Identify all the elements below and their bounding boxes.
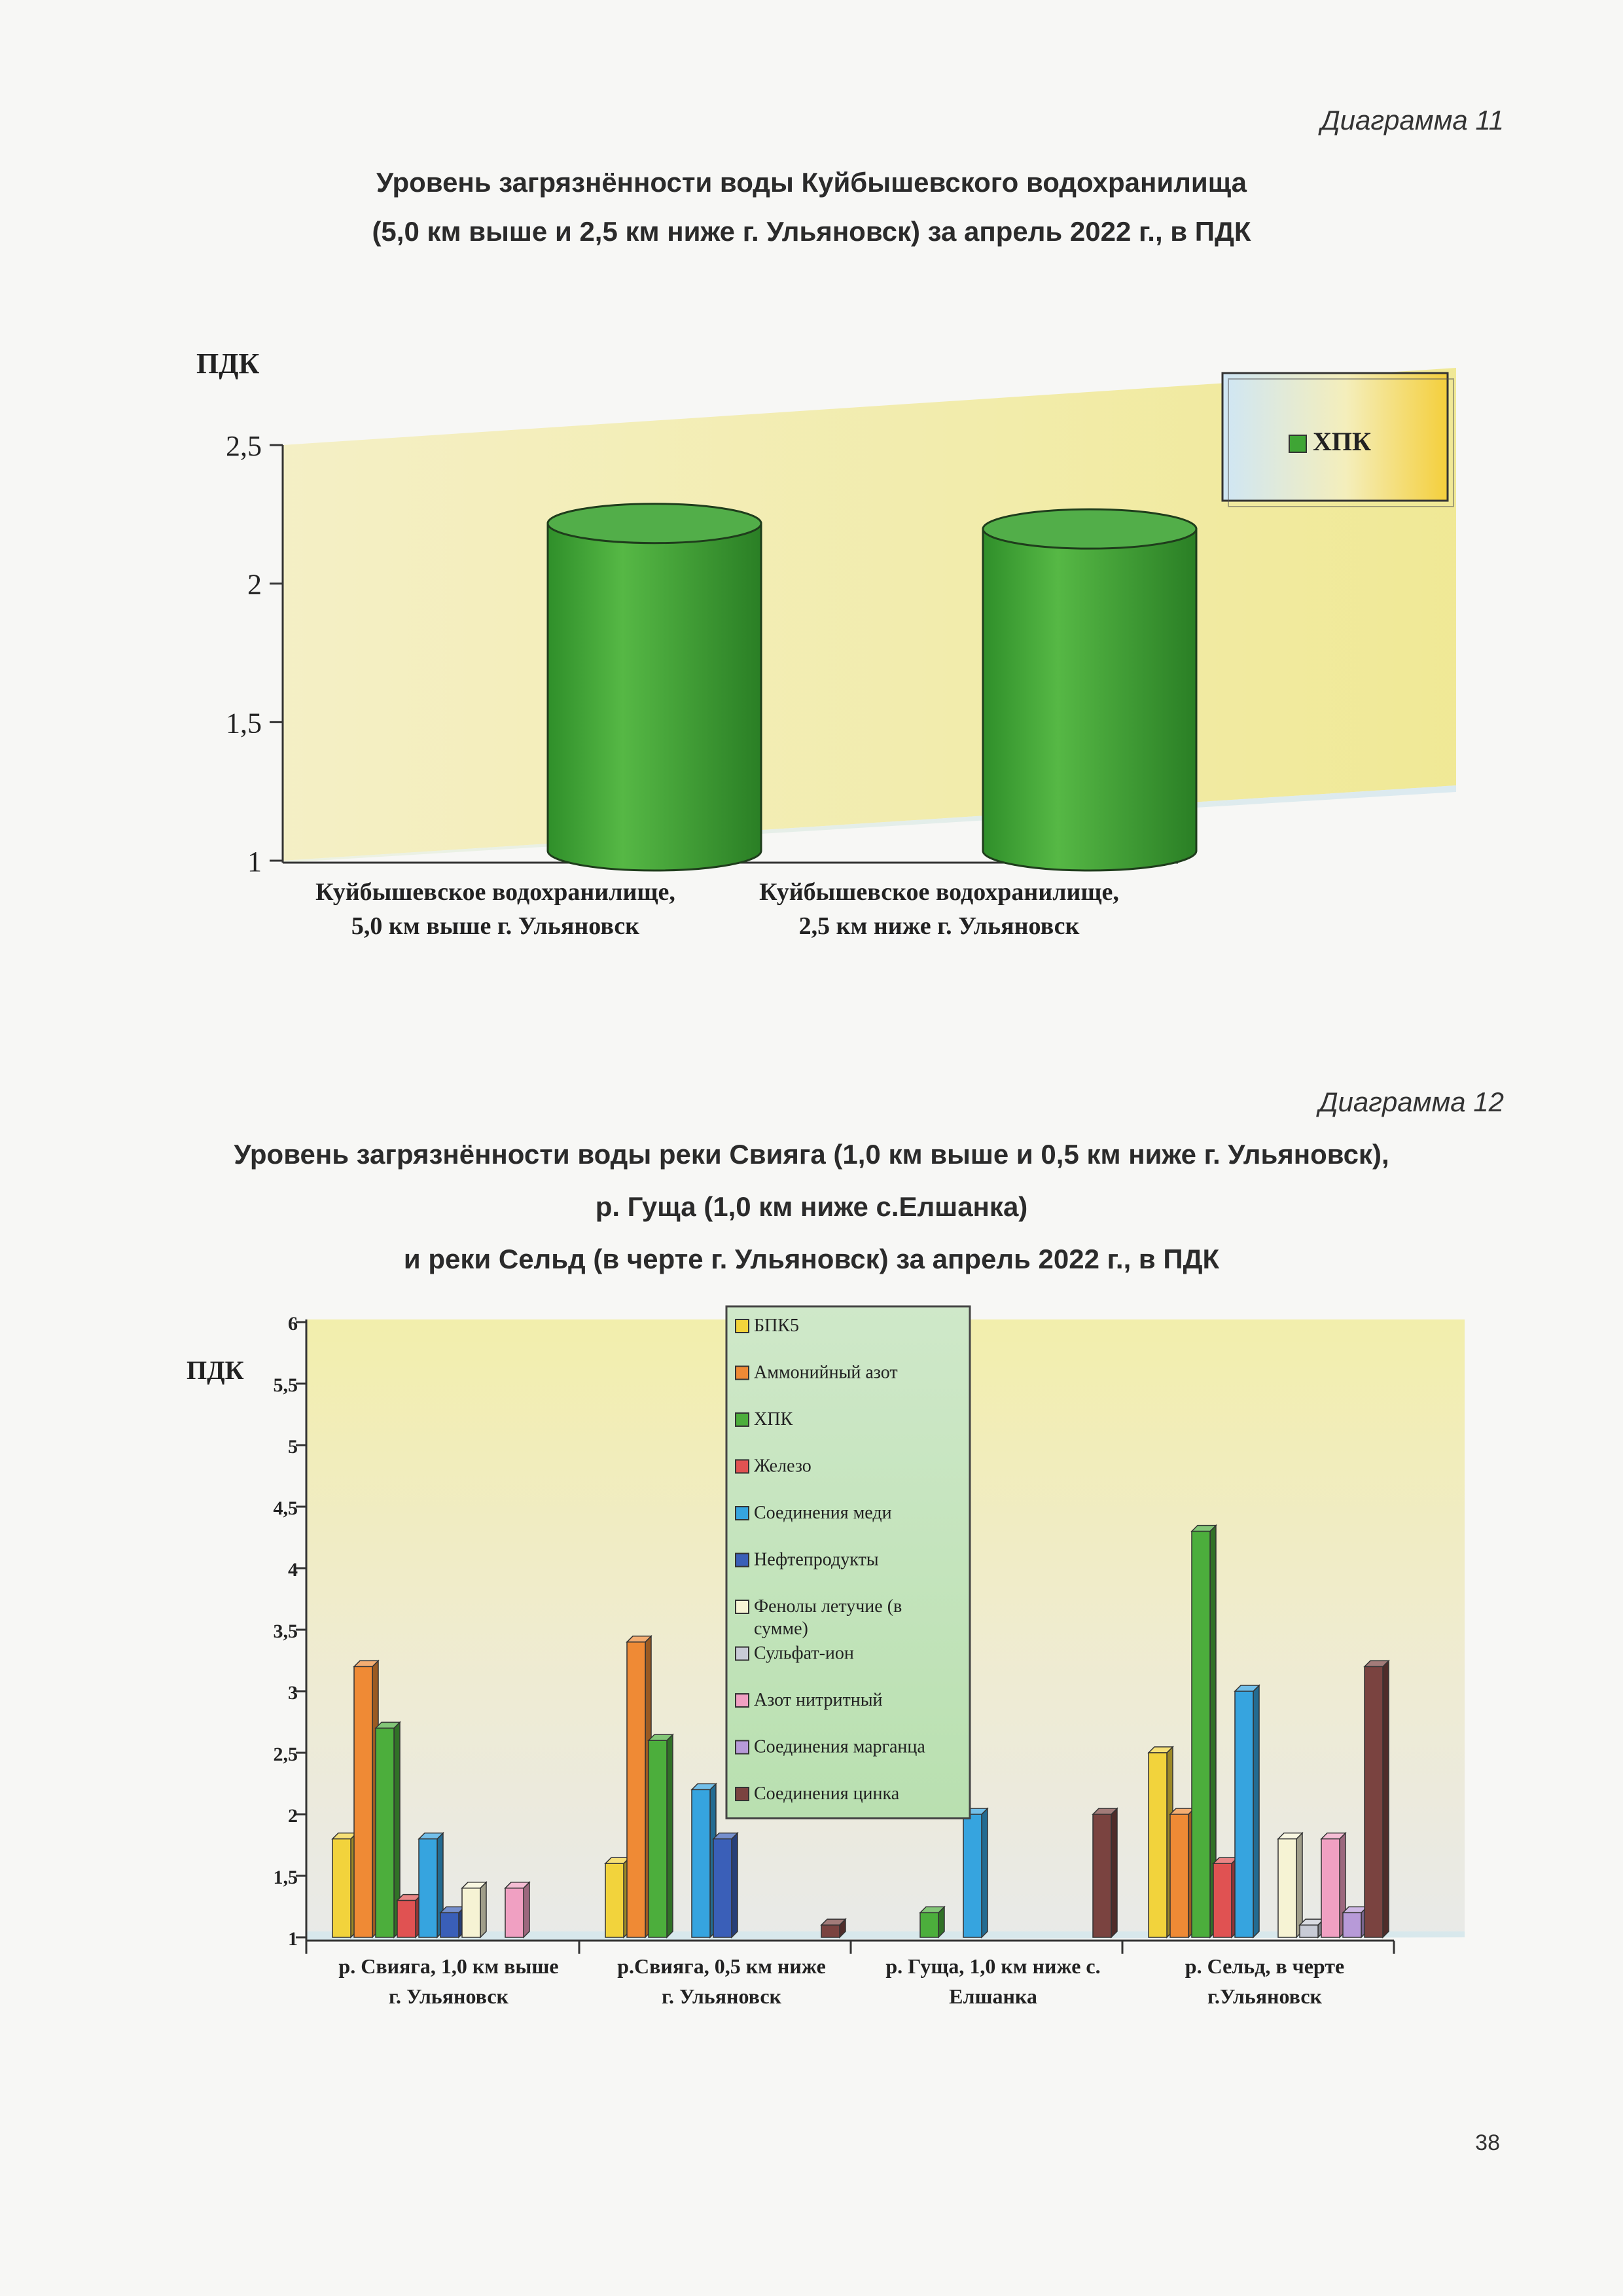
chart-11-bar	[548, 504, 761, 870]
chart-12-bar	[627, 1636, 651, 1937]
chart-12-bar	[821, 1919, 846, 1937]
chart-12-legend-swatch	[736, 1647, 749, 1660]
chart-12-y-tick-label: 1	[288, 1928, 298, 1950]
chart-12-legend-swatch	[736, 1600, 749, 1613]
chart-11-category-label: Куйбышевское водохранилище,	[315, 878, 675, 906]
diagram-11-title-line-2: (5,0 км выше и 2,5 км ниже г. Ульяновск) за апрель 2022 г., в ПДК	[372, 216, 1251, 247]
chart-12-bar	[963, 1808, 988, 1937]
chart-12-legend-label: Соединения меди	[754, 1503, 892, 1523]
chart-12-y-tick-label: 2,5	[273, 1744, 298, 1765]
chart-11-y-tick-label: 2,5	[226, 430, 262, 462]
chart-12-category-label: г. Ульяновск	[389, 1984, 508, 2008]
chart-12-bar	[1093, 1808, 1117, 1937]
chart-12-legend-label: Соединения цинка	[754, 1784, 900, 1804]
chart-12-bar	[1192, 1526, 1216, 1937]
chart-12-legend-label: ХПК	[754, 1409, 793, 1429]
chart-12-legend-label: Аммонийный азот	[754, 1362, 898, 1383]
chart-12-bar	[713, 1833, 738, 1937]
chart-12-bar	[649, 1734, 673, 1937]
chart-12-category-label: г.Ульяновск	[1207, 1984, 1322, 2008]
diagram-12-title-line-1: Уровень загрязнённости воды реки Свияга (1,0 км выше и 0,5 км ниже г. Ульяновск),	[234, 1139, 1389, 1170]
chart-12-legend-label: Азот нитритный	[754, 1690, 883, 1710]
chart-12-bar	[505, 1882, 529, 1937]
chart-12-bar	[1321, 1833, 1346, 1937]
chart-12-legend-label: БПК5	[754, 1316, 799, 1336]
chart-12-category-label: г. Ульяновск	[662, 1984, 781, 2008]
chart-12-bar	[397, 1895, 421, 1937]
chart-12-bar	[1364, 1660, 1389, 1937]
chart-12-legend-swatch	[736, 1319, 749, 1333]
chart-11-category-label: 5,0 км выше г. Ульяновск	[351, 912, 640, 940]
chart-12-category-label: р. Гуща, 1,0 км ниже с.	[885, 1954, 1101, 1978]
chart-12-bar	[1278, 1833, 1302, 1937]
chart-diagram-12	[0, 1296, 1623, 2029]
chart-12-bar	[605, 1857, 630, 1937]
chart-12-y-tick-label: 2	[288, 1805, 298, 1827]
chart-12-legend-label: Сульфат-ион	[754, 1643, 854, 1664]
chart-12-legend-label: Фенолы летучие (в	[754, 1596, 902, 1617]
diagram-12-title-line-2: р. Гуща (1,0 км ниже с.Елшанка)	[595, 1191, 1028, 1222]
chart-12-category-label: р.Свияга, 0,5 км ниже	[617, 1954, 826, 1978]
chart-12-bar	[354, 1660, 378, 1937]
chart-11-y-tick-label: 1	[247, 846, 262, 878]
chart-12-bar	[920, 1907, 944, 1937]
chart-11-category-label: 2,5 км ниже г. Ульяновск	[798, 912, 1080, 940]
chart-12-bar	[1213, 1857, 1238, 1937]
chart-12-legend-swatch	[736, 1460, 749, 1473]
chart-12-bar	[1300, 1919, 1324, 1937]
chart-12-y-tick-label: 4	[288, 1559, 298, 1581]
chart-12-bar	[1149, 1747, 1173, 1937]
chart-12-legend-swatch	[736, 1554, 749, 1567]
chart-12-bar	[419, 1833, 443, 1937]
chart-11-bar	[983, 509, 1196, 870]
chart-12-bar	[1343, 1907, 1367, 1937]
chart-diagram-11	[0, 308, 1623, 975]
chart-12-bar	[1235, 1685, 1259, 1937]
chart-12-bar	[440, 1907, 465, 1937]
chart-11-legend-label: ХПК	[1313, 427, 1372, 456]
chart-12-legend-label: Соединения марганца	[754, 1736, 925, 1757]
chart-11-legend	[1222, 373, 1454, 507]
chart-12-category-label: Елшанка	[949, 1984, 1037, 2008]
chart-12-bar	[376, 1722, 400, 1937]
chart-12-legend-swatch	[736, 1694, 749, 1707]
chart-12-y-tick-label: 1,5	[273, 1867, 298, 1888]
chart-12-legend	[726, 1306, 970, 1818]
chart-12-category-label: р. Свияга, 1,0 км выше	[338, 1954, 559, 1978]
chart-12-legend-swatch	[736, 1367, 749, 1380]
chart-12-y-tick-label: 6	[288, 1313, 298, 1335]
chart-12-bar	[332, 1833, 357, 1937]
chart-11-y-tick-label: 2	[247, 568, 262, 601]
chart-11-y-tick-label: 1,5	[226, 707, 262, 740]
chart-11-legend-swatch	[1289, 435, 1306, 452]
chart-12-y-tick-label: 5,5	[273, 1374, 298, 1396]
chart-12-y-tick-label: 4,5	[273, 1498, 298, 1519]
chart-12-y-tick-label: 3	[288, 1682, 298, 1704]
chart-12-legend-label: Железо	[754, 1456, 812, 1477]
chart-11-category-label: Куйбышевское водохранилище,	[759, 878, 1119, 906]
chart-12-legend-label: сумме)	[754, 1619, 808, 1639]
chart-11-y-axis-label: ПДК	[196, 348, 260, 380]
chart-12-y-tick-label: 3,5	[273, 1621, 298, 1642]
diagram-11-title-line-1: Уровень загрязнённости воды Куйбышевского водохранилища	[376, 167, 1247, 198]
page-number: 38	[1475, 2130, 1500, 2155]
diagram-11-label: Диаграмма 11	[1321, 105, 1504, 135]
chart-12-legend-swatch	[736, 1741, 749, 1754]
chart-12-category-label: р. Сельд, в черте	[1185, 1954, 1345, 1978]
chart-12-bar	[462, 1882, 486, 1937]
chart-12-legend-label: Нефтепродукты	[754, 1549, 879, 1570]
chart-12-y-axis-label: ПДК	[187, 1355, 244, 1385]
diagram-12-label: Диаграмма 12	[1318, 1086, 1504, 1117]
chart-12-legend-swatch	[736, 1507, 749, 1520]
chart-12-legend-swatch	[736, 1413, 749, 1426]
chart-12-legend-swatch	[736, 1787, 749, 1801]
chart-12-bar	[1170, 1808, 1194, 1937]
diagram-12-title-line-3: и реки Сельд (в черте г. Ульяновск) за апрель 2022 г., в ПДК	[403, 1244, 1220, 1274]
chart-12-y-tick-label: 5	[288, 1436, 298, 1458]
chart-12-bar	[692, 1784, 716, 1937]
